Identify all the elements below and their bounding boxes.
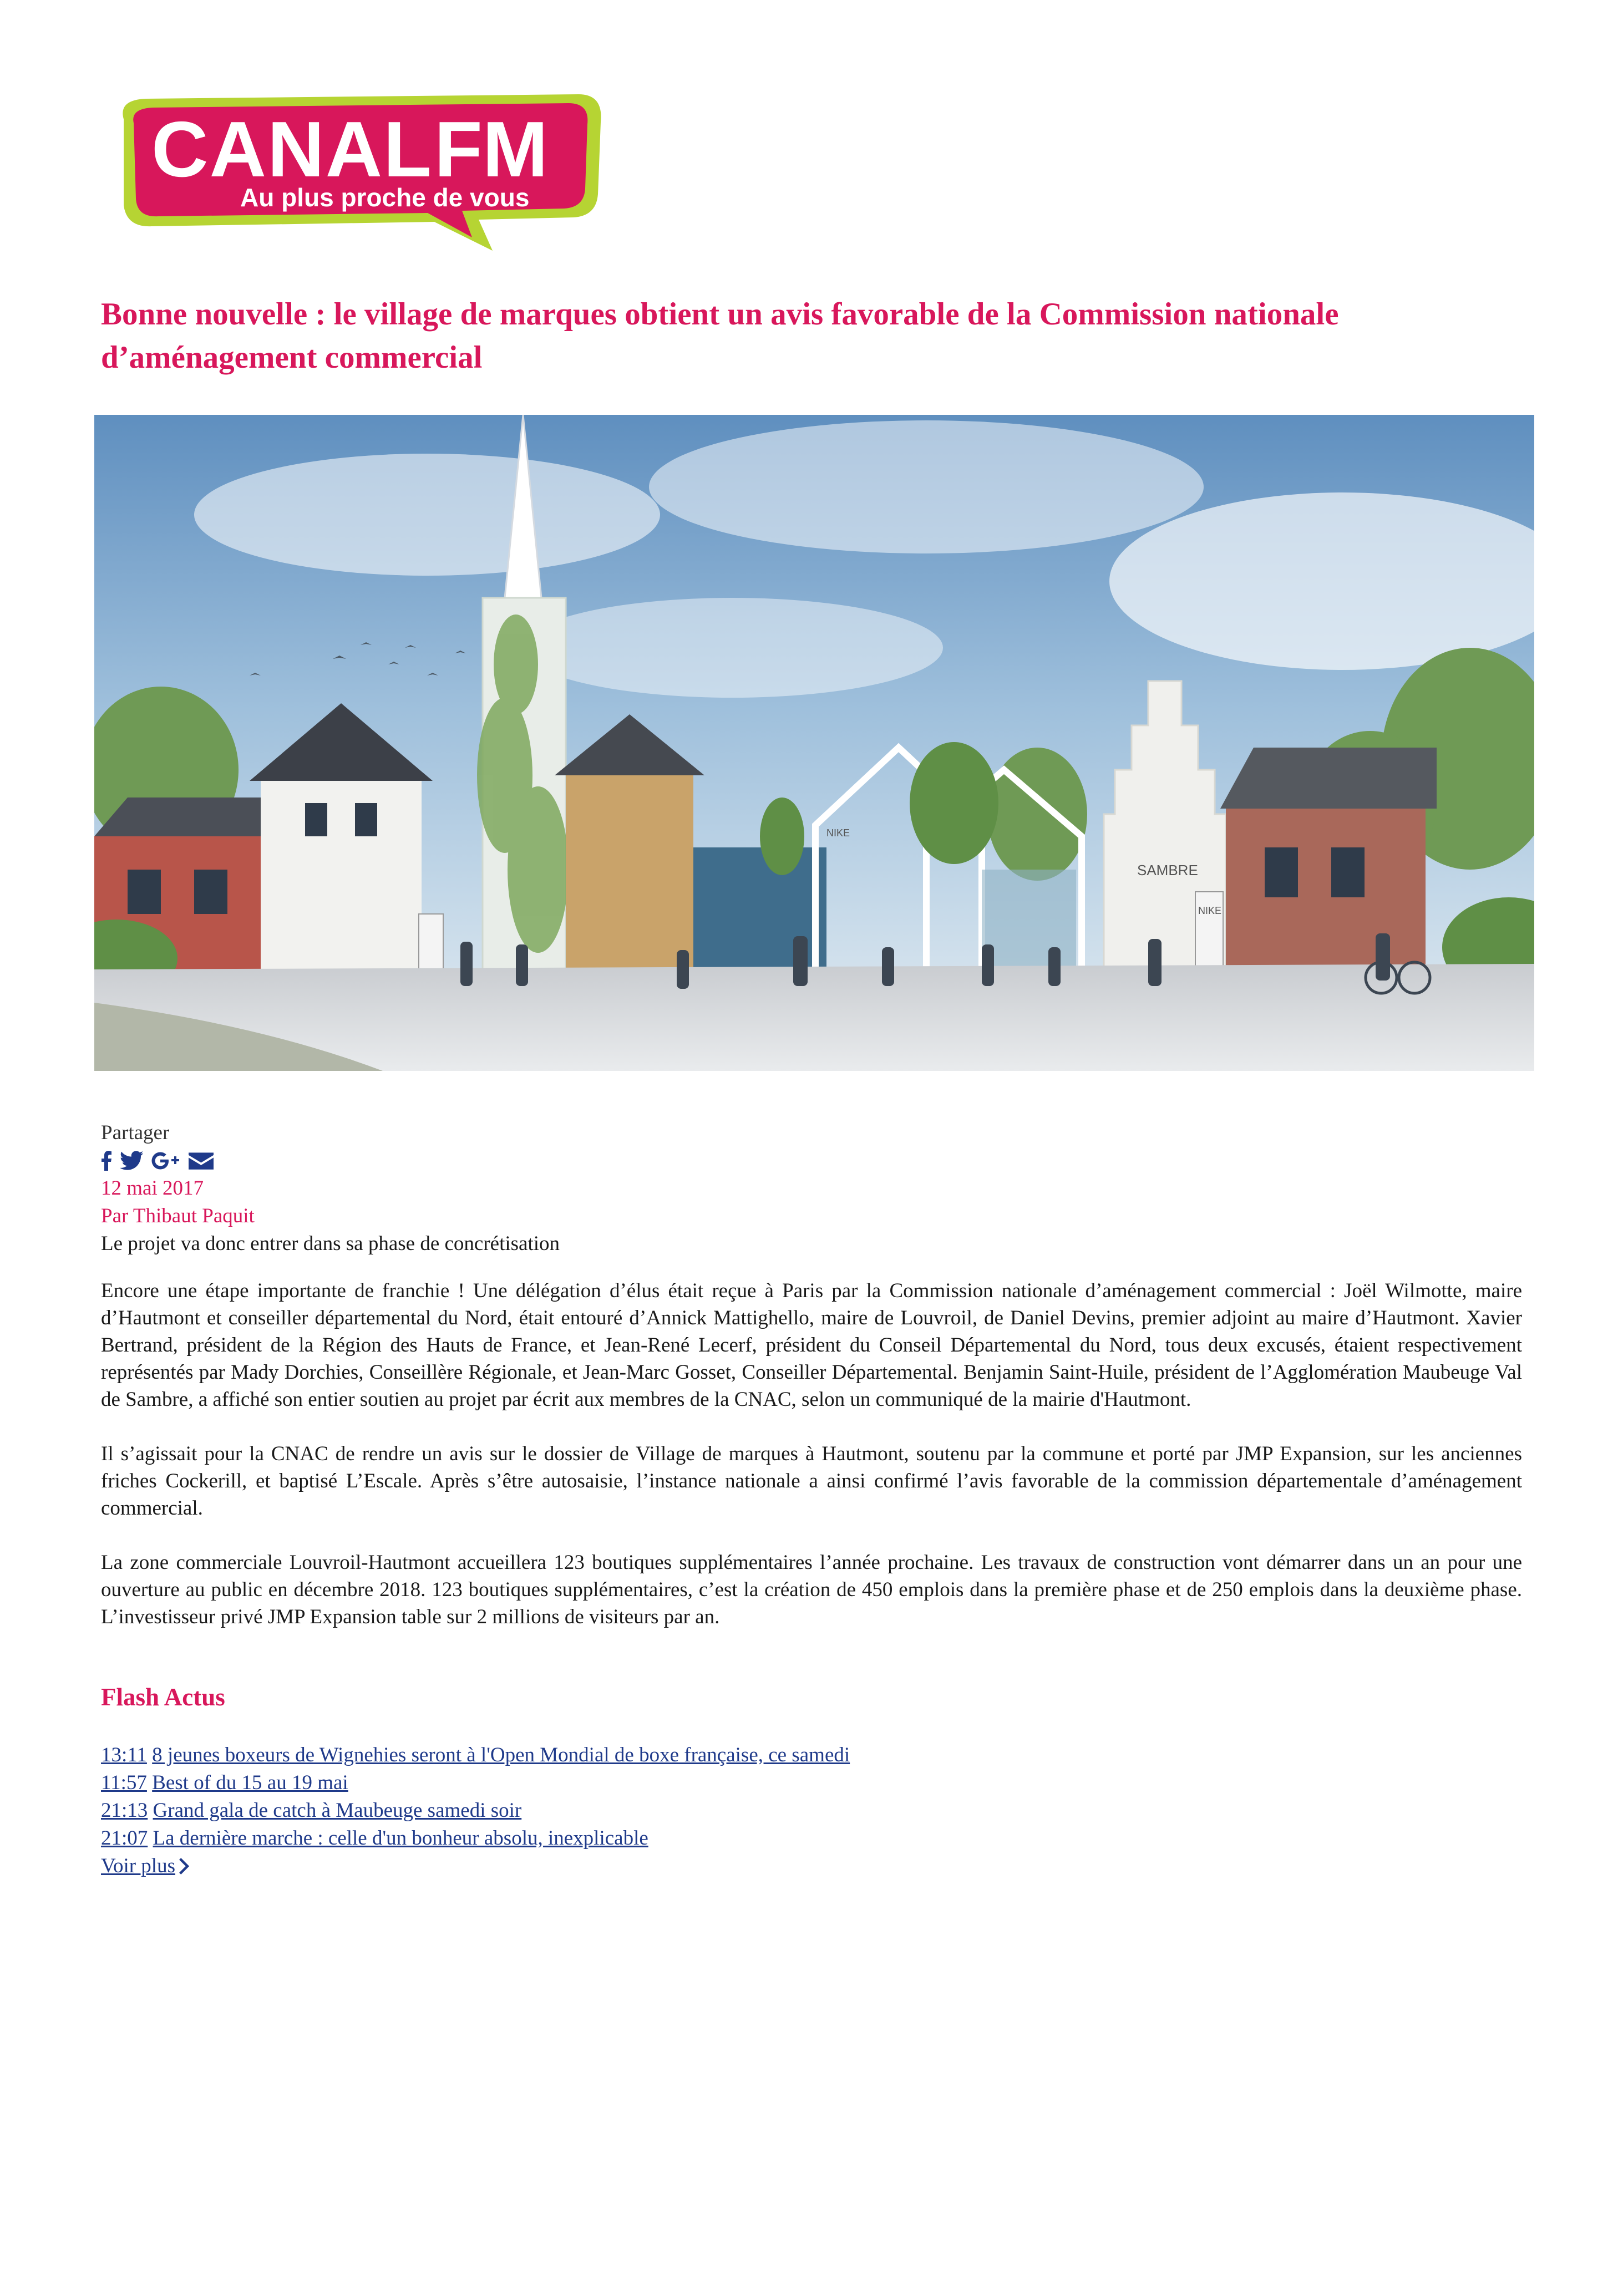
flash-item xyxy=(101,1769,1432,1797)
article-meta xyxy=(101,1119,1521,1258)
article-date: 12 mai 2017 xyxy=(101,1177,204,1200)
hero-illustration xyxy=(94,415,1534,1071)
flash-actus-heading: Flash Actus xyxy=(101,1683,225,1711)
logo-graphic xyxy=(102,89,612,255)
logo-word-fm: FM xyxy=(434,105,549,194)
flash-item-link[interactable]: La dernière marche : celle d'un bonheur absolu, inexplicable xyxy=(153,1827,648,1850)
article-body xyxy=(101,1277,1522,1658)
flash-item-link[interactable]: Grand gala de catch à Maubeuge samedi soir xyxy=(153,1799,522,1822)
voir-plus-label: Voir plus xyxy=(101,1855,175,1877)
hero-sign-sambre: SAMBRE xyxy=(1137,862,1198,878)
canalfm-logo[interactable] xyxy=(102,89,612,255)
flash-item xyxy=(101,1797,1432,1825)
share-label: Partager xyxy=(101,1121,170,1144)
voir-plus-link[interactable] xyxy=(101,1852,190,1880)
chevron-right-icon xyxy=(179,1857,190,1876)
article-paragraph: La zone commerciale Louvroil-Hautmont accueillera 123 boutiques supplémentaires l’année prochaine. Les travaux de construction vont démarrer dans un an pour une ouverture au public en décembre 2018. 123 boutiques supplémentaires, c’est la création de 450 emplois dans la première phase et de 250 emplois dans la deuxième phase. L’investisseur privé JMP Expansion table sur 2 millions de visiteurs par an. xyxy=(101,1551,1522,1628)
flash-item xyxy=(101,1825,1432,1852)
article-paragraph: Il s’agissait pour la CNAC de rendre un avis sur le dossier de Village de marques à Hautmont, soutenu par la commune et porté par JMP Expansion, sur les anciennes friches Cockerill, et baptisé L’Escale. Après s’être autosaisie, l’instance nationale a ainsi confirmé l’avis favorable de la commission départementale d’aménagement commercial. xyxy=(101,1442,1522,1520)
email-icon[interactable] xyxy=(189,1151,214,1171)
facebook-icon[interactable] xyxy=(101,1151,112,1171)
article-title: Bonne nouvelle : le village de marques obtient un avis favorable de la Commission nationale d’aménagement commercial xyxy=(101,297,1339,375)
article-paragraph: Encore une étape importante de franchie ! Une délégation d’élus était reçue à Paris par la Commission nationale d’aménagement commercial : Joël Wilmotte, maire d’Hautmont et conseiller départemental du Nord, était entouré d’Annick Mattighello, maire de Louvroil, de Daniel Devins, premier adjoint au maire d’Hautmont. Xavier Bertrand, président de la Région des Hauts de France, et Jean-René Lecerf, président du Conseil Départemental du Nord, tous deux excusés, étaient respectivement représentés par Mady Dorchies, Conseillère Régionale, et Jean-Marc Gosset, Conseiller Départemental. Benjamin Saint-Huile, président de l’Agglomération Maubeuge Val de Sambre, a affiché son entier soutien au projet par écrit aux membres de la CNAC, selon un communiqué de la mairie d'Hautmont. xyxy=(101,1279,1522,1411)
logo-tagline: Au plus proche de vous xyxy=(240,183,530,212)
logo-word-canal: CANAL xyxy=(151,105,433,194)
flash-item xyxy=(101,1741,1432,1769)
flash-item-link[interactable]: 8 jeunes boxeurs de Wignehies seront à l'Open Mondial de boxe française, ce samedi xyxy=(152,1744,850,1766)
article-author[interactable]: Par Thibaut Paquit xyxy=(101,1205,255,1227)
hero-sign-nike-left: NIKE xyxy=(826,827,850,839)
twitter-icon[interactable] xyxy=(120,1151,143,1171)
hero-image xyxy=(94,415,1534,1071)
hero-sign-nike-right: NIKE xyxy=(1198,905,1222,916)
flash-actus-list xyxy=(101,1741,1432,1880)
flash-item-link[interactable]: Best of du 15 au 19 mai xyxy=(152,1771,348,1794)
article-lead: Le projet va donc entrer dans sa phase de concrétisation xyxy=(101,1232,560,1255)
share-icons xyxy=(101,1147,1521,1175)
flash-item-time[interactable]: 11:57 xyxy=(101,1771,147,1794)
flash-item-time[interactable]: 13:11 xyxy=(101,1744,147,1766)
flash-item-time[interactable]: 21:07 xyxy=(101,1827,148,1850)
google-plus-icon[interactable] xyxy=(151,1151,181,1171)
flash-item-time[interactable]: 21:13 xyxy=(101,1799,148,1822)
